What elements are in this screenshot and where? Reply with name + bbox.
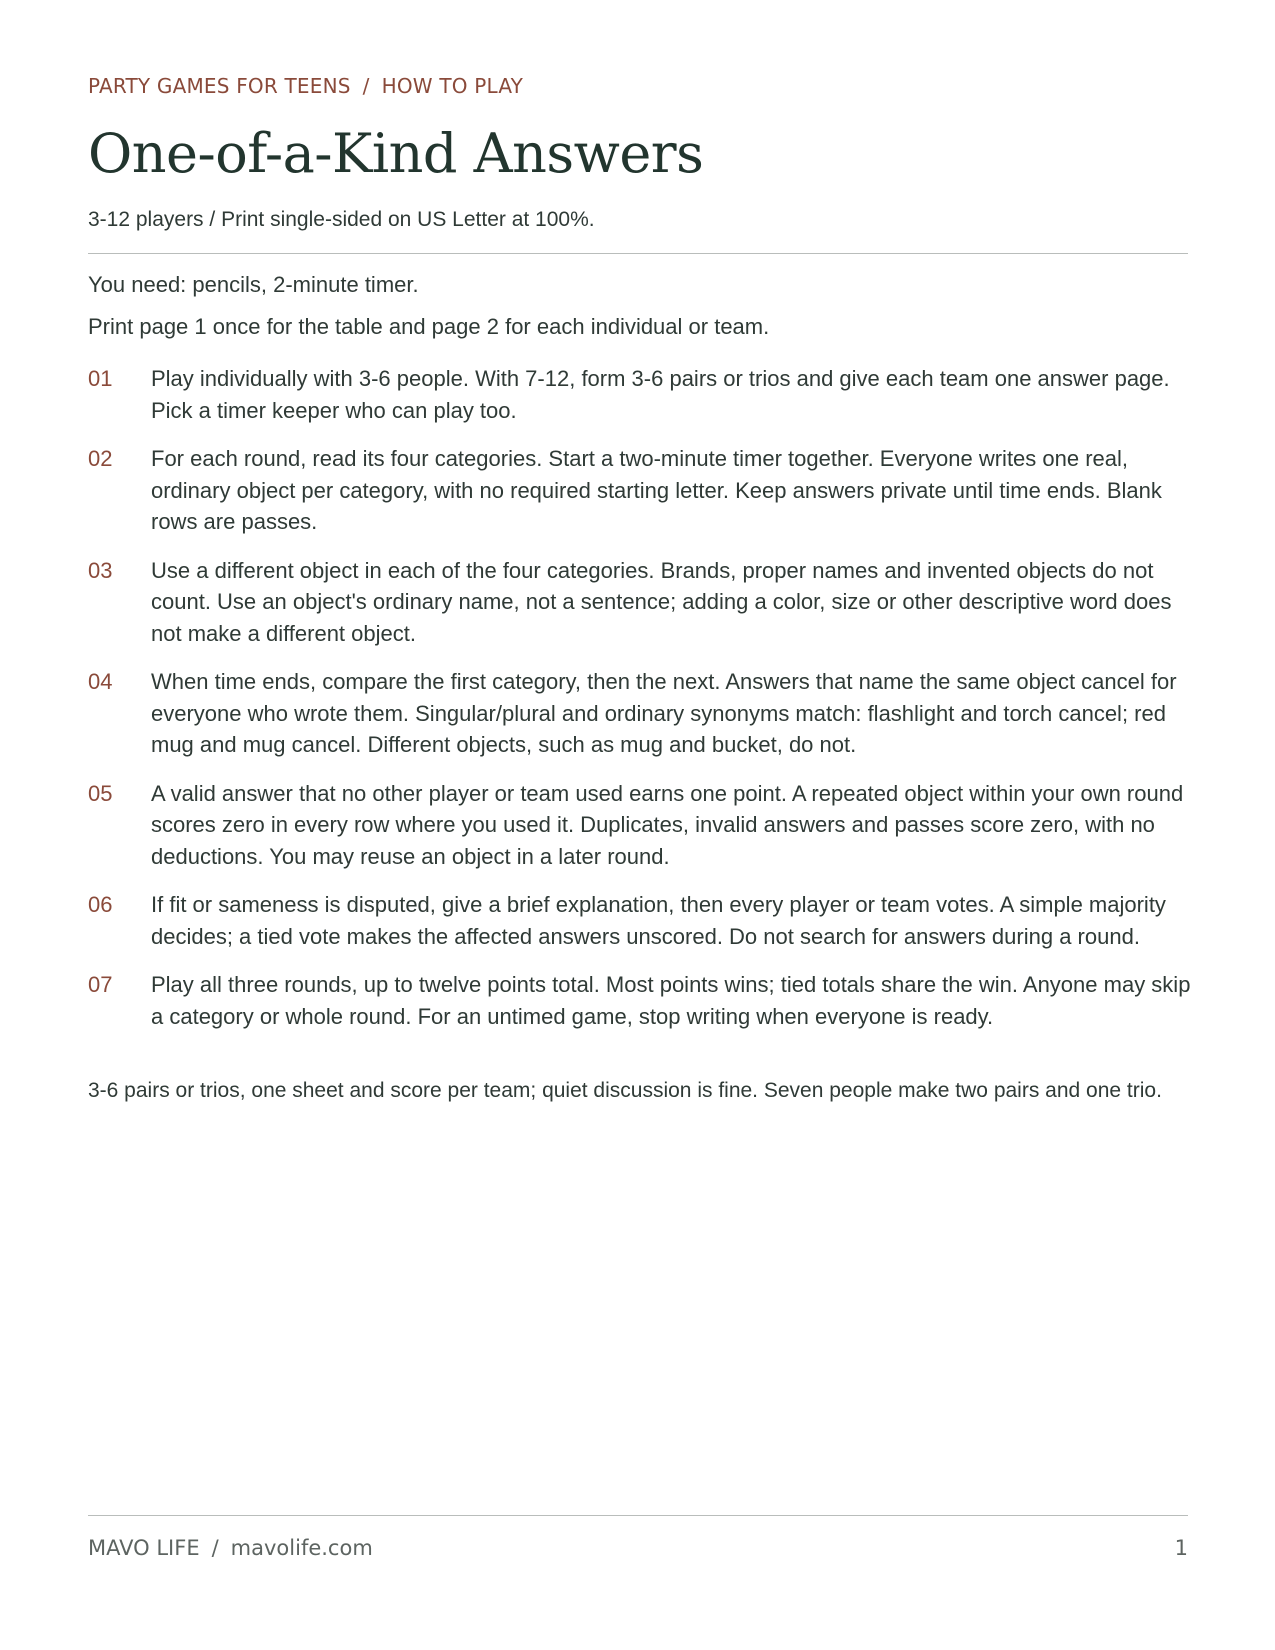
breadcrumb-separator: / [362, 74, 370, 98]
rule-step-07 [88, 969, 1198, 1032]
document-page [88, 0, 1191, 1650]
page-subtitle: 3-12 players / Print single-sided on US Letter at 100%. [88, 208, 595, 231]
page-title: One-of-a-Kind Answers [88, 122, 704, 185]
rule-step-04 [88, 666, 1198, 761]
step-number: 05 [88, 780, 113, 806]
footer-site-link[interactable]: mavolife.com [230, 1536, 373, 1560]
rules-list [88, 363, 1198, 1049]
rule-step-02 [88, 443, 1198, 538]
materials-needed: You need: pencils, 2-minute timer. [88, 272, 419, 297]
footer-brand-name: MAVO LIFE [88, 1536, 200, 1560]
step-text: Play all three rounds, up to twelve points total. Most points wins; tied totals share the win. Anyone may skip a category or whole round. For an untimed game, stop writing when everyone is ready. [151, 972, 1191, 1029]
printing-instructions: Print page 1 once for the table and page 2 for each individual or team. [88, 314, 770, 339]
step-number: 02 [88, 446, 113, 471]
step-text: When time ends, compare the first category, then the next. Answers that name the same object cancel for everyone who wrote them. Singular/plural and ordinary synonyms match: flashlight and torch cancel; red mug and mug cancel. Different objects, such as mug and bucket, do not. [151, 669, 1177, 757]
step-number: 07 [88, 972, 113, 997]
step-text: Use a different object in each of the four categories. Brands, proper names and invented objects do not count. Use an object's ordinary name, not a sentence; adding a color, size or other descriptive word does not make a different object. [151, 557, 1172, 646]
rule-step-03 [88, 555, 1198, 650]
rule-step-06 [88, 889, 1198, 952]
step-text: A valid answer that no other player or team used earns one point. A repeated object within your own round scores zero in every row where you used it. Duplicates, invalid answers and passes score zero, with no deductions. You may reuse an object in a later round. [151, 780, 1184, 869]
breadcrumb-page: HOW TO PLAY [381, 74, 524, 98]
breadcrumb [88, 74, 523, 98]
step-number: 06 [88, 892, 113, 917]
step-number: 04 [88, 669, 113, 694]
team-play-note: 3-6 pairs or trios, one sheet and score per team; quiet discussion is fine. Seven people make two pairs and one trio. [88, 1079, 1162, 1102]
rule-step-05 [88, 778, 1198, 873]
footer-divider [88, 1515, 1188, 1516]
top-divider [88, 253, 1188, 254]
step-number: 01 [88, 366, 113, 391]
step-text: Play individually with 3-6 people. With 7-12, form 3-6 pairs or trios and give each team one answer page. Pick a timer keeper who can play too. [151, 366, 1170, 423]
footer-separator: / [211, 1536, 219, 1560]
step-number: 03 [88, 557, 113, 583]
footer-brand [88, 1536, 373, 1560]
rule-step-01 [88, 363, 1198, 426]
step-text: For each round, read its four categories. Start a two-minute timer together. Everyone writes one real, ordinary object per category, with no required starting letter. Keep answers private until time ends. Blank rows are passes. [151, 446, 1162, 534]
breadcrumb-section: PARTY GAMES FOR TEENS [88, 74, 351, 98]
step-text: If fit or sameness is disputed, give a brief explanation, then every player or team votes. A simple majority decides; a tied vote makes the affected answers unscored. Do not search for answers during a round. [151, 892, 1166, 949]
page-number: 1 [1174, 1536, 1188, 1560]
